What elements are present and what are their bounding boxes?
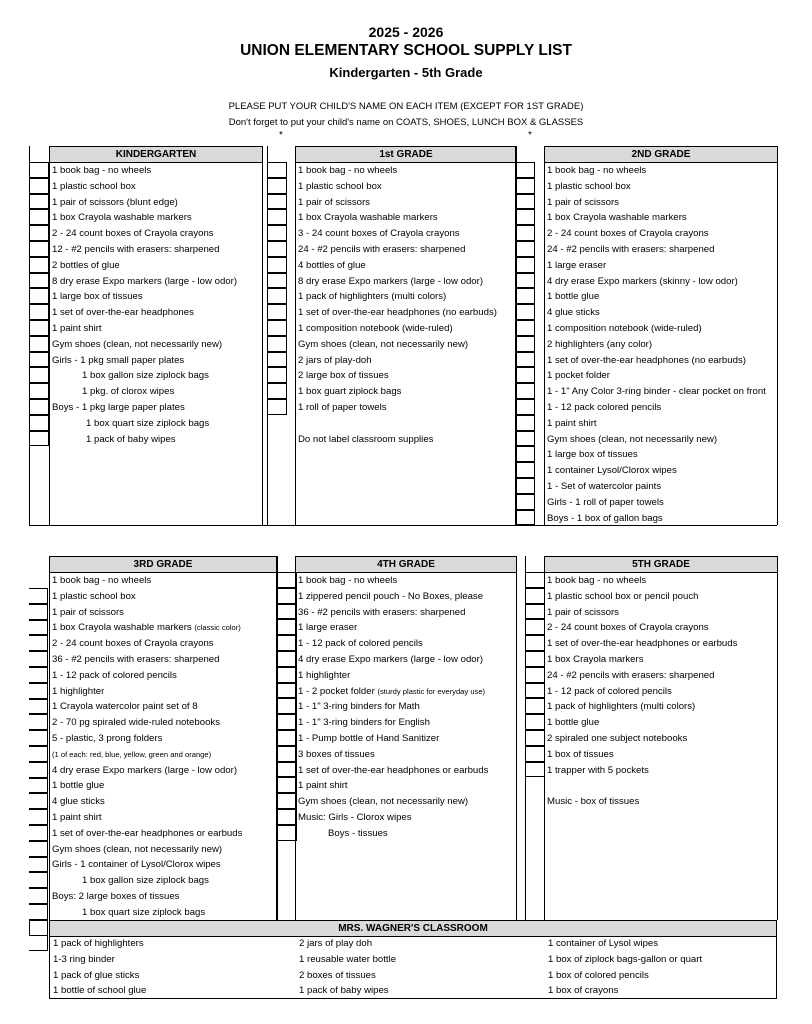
third-grade-title: 3RD GRADE	[50, 556, 276, 573]
list-item: 1 pack of baby wipes	[299, 985, 389, 997]
first-grade-footer: Do not label classroom supplies	[298, 433, 434, 445]
list-item: 1 box quart size ziplock bags	[86, 417, 210, 429]
checkbox[interactable]	[29, 683, 48, 699]
checkbox[interactable]	[30, 367, 49, 383]
checkbox[interactable]	[29, 920, 48, 936]
checkbox[interactable]	[29, 841, 48, 857]
list-item	[296, 684, 516, 700]
checkbox[interactable]	[30, 178, 49, 194]
wagner-col-1	[51, 936, 291, 999]
checkbox[interactable]	[516, 257, 535, 273]
list-item: 2 - 24 count boxes of Crayola crayons	[52, 228, 214, 240]
list-item: 1 box of crayons	[548, 985, 619, 997]
checkbox[interactable]	[268, 225, 287, 241]
checkbox[interactable]	[29, 778, 48, 794]
list-item: 1 box Crayola washable markers	[298, 212, 438, 224]
checkbox[interactable]	[268, 194, 287, 210]
list-item: Music: Girls - Clorox wipes	[298, 811, 412, 823]
checkbox[interactable]	[30, 273, 49, 289]
list-item: Girls - 1 roll of paper towels	[547, 496, 664, 508]
checkbox[interactable]	[268, 288, 287, 304]
list-item: 1 bottle glue	[547, 717, 600, 729]
list-item: Gym shoes (clean, not necessarily new)	[298, 338, 469, 350]
first-grade-title: 1st GRADE	[296, 146, 516, 163]
list-item: 1 - Set of watercolor paints	[547, 480, 662, 492]
list-item: 1 paint shirt	[547, 417, 597, 429]
list-item: 1 box Crayola washable markers	[52, 212, 192, 224]
checkbox[interactable]	[526, 572, 545, 588]
list-item: Gym shoes (clean, not necessarily new)	[547, 433, 718, 445]
list-item: 1 plastic school box	[298, 180, 382, 192]
list-item: Boys: 2 large boxes of tissues	[52, 890, 180, 902]
checkbox[interactable]	[268, 273, 287, 289]
list-item-text: 1 - 2 pocket folder	[298, 685, 375, 697]
list-item: 4 dry erase Expo markers (large - low odor)	[52, 764, 238, 776]
checkbox[interactable]	[29, 872, 48, 888]
list-item: 2 jars of play-doh	[298, 354, 372, 366]
checkbox[interactable]	[516, 462, 535, 478]
asterisk-right: *	[528, 130, 532, 141]
second-grade-title: 2ND GRADE	[545, 146, 777, 163]
list-item: 1 box gallon size ziplock bags	[82, 875, 209, 887]
list-item-note: (1 of each: red, blue, yellow, green and orange)	[52, 749, 212, 759]
list-item: 1 box guart ziplock bags	[298, 386, 402, 398]
list-item: 1 pair of scissors	[547, 196, 619, 208]
checkbox[interactable]	[526, 714, 545, 730]
list-item: 1 composition notebook (wide-ruled)	[298, 322, 453, 334]
second-grade-list	[544, 146, 778, 525]
checkbox[interactable]	[516, 494, 535, 510]
list-item-note: (sturdy plastic for everyday use)	[377, 686, 486, 696]
list-item: 1 large box of tissues	[52, 291, 143, 303]
list-item: 3 boxes of tissues	[298, 748, 375, 760]
checkbox[interactable]	[30, 162, 49, 178]
checkbox[interactable]	[268, 257, 287, 273]
checkbox[interactable]	[516, 178, 535, 194]
list-item: 2 - 70 pg spiraled wide-ruled notebooks	[52, 717, 220, 729]
kindergarten-title: KINDERGARTEN	[50, 146, 262, 163]
list-item: 5 - plastic, 3 prong folders	[52, 732, 163, 744]
list-item: 4 bottles of glue	[298, 259, 366, 271]
list-item: 1 pair of scissors	[547, 606, 619, 618]
list-item: 1 bottle glue	[52, 780, 105, 792]
list-item: 1 pair of scissors (blunt edge)	[52, 196, 178, 208]
list-item: 8 dry erase Expo markers (large - low odor)	[298, 275, 484, 287]
list-item: Boys - tissues	[328, 827, 388, 839]
third-grade-list	[49, 556, 277, 920]
checkbox[interactable]	[516, 162, 535, 178]
checkbox[interactable]	[29, 588, 48, 604]
list-item: 24 - #2 pencils with erasers: sharpened	[547, 669, 715, 681]
list-item: 1 - 1" Any Color 3-ring binder - clear pocket on front	[547, 386, 766, 398]
checkbox[interactable]	[29, 762, 48, 778]
checkbox[interactable]	[30, 399, 49, 415]
list-item: 2 - 24 count boxes of Crayola crayons	[52, 638, 214, 650]
checkbox[interactable]	[526, 730, 545, 746]
checkbox[interactable]	[516, 431, 535, 447]
checkbox[interactable]	[30, 194, 49, 210]
list-item: 8 dry erase Expo markers (large - low odor)	[52, 275, 238, 287]
checkbox[interactable]	[526, 762, 545, 778]
list-item: 1 book bag - no wheels	[547, 575, 647, 586]
list-item: 1 large eraser	[298, 622, 358, 634]
list-item: 24 - #2 pencils with erasers: sharpened	[298, 243, 466, 255]
list-item: 1 set of over-the-ear headphones	[52, 307, 194, 319]
list-item: 4 glue sticks	[52, 796, 105, 808]
list-item: 1 reusable water bottle	[299, 953, 397, 965]
list-item: 1 - 12 pack of colored pencils	[547, 685, 672, 697]
checkbox[interactable]	[516, 367, 535, 383]
grade-range: Kindergarten - 5th Grade	[329, 65, 483, 80]
checkbox[interactable]	[29, 620, 48, 636]
checkbox[interactable]	[526, 698, 545, 714]
list-item: 1 highlighter	[52, 685, 105, 697]
page-title: UNION ELEMENTARY SCHOOL SUPPLY LIST	[240, 42, 572, 59]
list-item: 1 large box of tissues	[547, 449, 638, 461]
checkbox[interactable]	[30, 241, 49, 257]
checkbox[interactable]	[516, 194, 535, 210]
list-item: 1 set of over-the-ear headphones (no earbuds)	[298, 307, 497, 319]
checkbox[interactable]	[516, 273, 535, 289]
list-item: 2 large box of tissues	[298, 370, 389, 382]
checkbox[interactable]	[516, 225, 535, 241]
list-item: 2 boxes of tissues	[299, 969, 376, 981]
kindergarten-list	[49, 146, 263, 525]
list-item: 2 bottles of glue	[52, 259, 120, 271]
checkbox[interactable]	[29, 793, 48, 809]
asterisk-left: *	[279, 130, 283, 141]
list-item: Gym shoes (clean, not necessarily new)	[298, 796, 469, 808]
list-item: 1 highlighter	[298, 669, 351, 681]
wagner-col-3	[546, 936, 776, 999]
list-item: 1 paint shirt	[52, 811, 102, 823]
checkbox[interactable]	[516, 383, 535, 399]
fourth-grade-list	[295, 556, 517, 920]
checkbox[interactable]	[30, 320, 49, 336]
list-item: 1 pack of highlighters (multi colors)	[547, 701, 696, 713]
list-item: 1 container Lysol/Clorox wipes	[547, 465, 677, 477]
checkbox[interactable]	[29, 888, 48, 904]
list-item	[50, 620, 276, 636]
wagner-title: MRS. WAGNER'S CLASSROOM	[49, 920, 777, 937]
list-item: Boys - 1 pkg large paper plates	[52, 401, 185, 413]
checkbox[interactable]	[268, 336, 287, 352]
fifth-grade-list	[544, 556, 778, 920]
checkbox[interactable]	[29, 714, 48, 730]
list-item: 2 jars of play doh	[299, 938, 373, 949]
year-heading: 2025 - 2026	[368, 24, 444, 40]
list-item: 1 pkg. of clorox wipes	[82, 386, 175, 398]
first-grade-checkboxes	[267, 146, 288, 525]
fifth-grade-title: 5TH GRADE	[545, 556, 777, 573]
list-item: 1 roll of paper towels	[298, 401, 387, 413]
list-item: 1 composition notebook (wide-ruled)	[547, 322, 702, 334]
list-item: 3 - 24 count boxes of Crayola crayons	[298, 228, 460, 240]
clothing-note: Don't forget to put your child's name on COATS, SHOES, LUNCH BOX & GLASSES	[228, 117, 584, 128]
list-item: 1 pack of glue sticks	[53, 969, 140, 981]
checkbox[interactable]	[30, 304, 49, 320]
checkbox[interactable]	[268, 320, 287, 336]
list-item: 1 box quart size ziplock bags	[82, 906, 206, 918]
kindergarten-checkboxes	[29, 146, 50, 525]
checkbox[interactable]	[268, 241, 287, 257]
checkbox[interactable]	[526, 604, 545, 620]
list-item: 1 set of over-the-ear headphones or earbuds	[547, 638, 738, 650]
checkbox[interactable]	[29, 825, 48, 841]
checkbox[interactable]	[516, 304, 535, 320]
checkbox[interactable]	[30, 415, 49, 431]
checkbox[interactable]	[526, 619, 545, 635]
checkbox[interactable]	[268, 178, 287, 194]
checkbox[interactable]	[516, 399, 535, 415]
checkbox[interactable]	[29, 635, 48, 651]
list-item: Music - box of tissues	[547, 796, 640, 808]
list-item: 1 set of over-the-ear headphones or earbuds	[298, 764, 489, 776]
checkbox[interactable]	[30, 383, 49, 399]
checkbox[interactable]	[268, 367, 287, 383]
list-item: 1 pair of scissors	[52, 606, 124, 618]
list-item: 1 plastic school box or pencil pouch	[547, 590, 699, 602]
list-item: 1 box of colored pencils	[548, 969, 649, 981]
list-item: 1 paint shirt	[52, 322, 102, 334]
checkbox[interactable]	[268, 352, 287, 368]
checkbox[interactable]	[526, 667, 545, 683]
checkbox[interactable]	[516, 336, 535, 352]
list-item: 36 - #2 pencils with erasers: sharpened	[298, 606, 466, 618]
list-item: 1 bottle of school glue	[53, 985, 147, 997]
list-item: 1 book bag - no wheels	[52, 575, 152, 586]
checkbox[interactable]	[29, 699, 48, 715]
list-item: 4 glue sticks	[547, 307, 600, 319]
checkbox[interactable]	[526, 651, 545, 667]
checkbox[interactable]	[526, 588, 545, 604]
list-item: 1 pack of highlighters	[53, 938, 144, 949]
third-grade-checkboxes	[29, 556, 49, 920]
bottom-section	[29, 556, 777, 920]
checkbox[interactable]	[30, 431, 49, 447]
checkbox[interactable]	[516, 446, 535, 462]
list-item: 1 box Crayola washable markers	[547, 212, 687, 224]
checkbox[interactable]	[516, 209, 535, 225]
wagner-col-2	[297, 936, 537, 999]
checkbox[interactable]	[516, 478, 535, 494]
checkbox[interactable]	[516, 415, 535, 431]
list-item: 1 book bag - no wheels	[298, 165, 398, 176]
list-item: 1 Crayola watercolor paint set of 8	[52, 701, 198, 713]
list-item: 4 dry erase Expo markers (skinny - low odor)	[547, 275, 738, 287]
list-item: 1 - 12 pack of colored pencils	[298, 638, 423, 650]
list-item: Boys - 1 box of gallon bags	[547, 512, 663, 524]
name-note: PLEASE PUT YOUR CHILD'S NAME ON EACH ITEM (EXCEPT FOR 1ST GRADE)	[228, 101, 584, 112]
first-grade-list	[295, 146, 517, 525]
checkbox[interactable]	[29, 904, 48, 920]
list-item: 2 - 24 count boxes of Crayola crayons	[547, 622, 709, 634]
list-item: 1 book bag - no wheels	[52, 165, 152, 176]
list-item: 1 pocket folder	[547, 370, 610, 382]
list-item: 12 - #2 pencils with erasers: sharpened	[52, 243, 220, 255]
list-item: 1 book bag - no wheels	[547, 165, 647, 176]
list-item: 1 - 1" 3-ring binders for English	[298, 717, 430, 729]
list-item: 1 box gallon size ziplock bags	[82, 370, 209, 382]
checkbox[interactable]	[268, 304, 287, 320]
checkbox[interactable]	[30, 209, 49, 225]
list-item: 1-3 ring binder	[53, 953, 115, 965]
checkbox[interactable]	[516, 320, 535, 336]
list-item: 1 box of tissues	[547, 748, 614, 760]
checkbox[interactable]	[30, 336, 49, 352]
list-item: 1 pack of highlighters (multi colors)	[298, 291, 447, 303]
checkbox[interactable]	[516, 288, 535, 304]
list-item: 1 - 12 pack colored pencils	[547, 401, 662, 413]
list-item-note: (classic color)	[194, 623, 241, 633]
list-item: 1 zippered pencil pouch - No Boxes, please	[298, 590, 484, 602]
list-item: 2 highlighters (any color)	[547, 338, 653, 350]
checkbox[interactable]	[526, 746, 545, 762]
list-item: 1 large eraser	[547, 259, 607, 271]
list-item: 1 box of ziplock bags-gallon or quart	[548, 953, 703, 965]
list-item: Girls - 1 pkg small paper plates	[52, 354, 185, 366]
checkbox[interactable]	[268, 209, 287, 225]
list-item: Girls - 1 container of Lysol/Clorox wipes	[52, 859, 221, 871]
checkbox[interactable]	[526, 635, 545, 651]
list-item: 1 pack of baby wipes	[86, 433, 176, 445]
checkbox[interactable]	[29, 667, 48, 683]
list-item: 1 plastic school box	[52, 180, 136, 192]
list-item: 1 book bag - no wheels	[298, 575, 398, 586]
second-grade-checkboxes	[515, 146, 536, 525]
list-item: 2 - 24 count boxes of Crayola crayons	[547, 228, 709, 240]
fifth-grade-checkboxes	[525, 556, 546, 920]
checkbox[interactable]	[516, 241, 535, 257]
list-item: 1 - 1" 3-ring binders for Math	[298, 701, 420, 713]
checkbox[interactable]	[268, 162, 287, 178]
list-item: 1 paint shirt	[298, 780, 348, 792]
list-item: 1 set of over-the-ear headphones (no earbuds)	[547, 354, 746, 366]
checkbox[interactable]	[29, 809, 48, 825]
list-item: 1 plastic school box	[52, 590, 136, 602]
checkbox[interactable]	[29, 857, 48, 873]
list-item: 1 set of over-the-ear headphones or earbuds	[52, 827, 243, 839]
fourth-grade-title: 4TH GRADE	[296, 556, 516, 573]
checkbox[interactable]	[30, 352, 49, 368]
checkbox[interactable]	[516, 352, 535, 368]
list-item: 1 - Pump bottle of Hand Sanitizer	[298, 732, 440, 744]
list-item: Gym shoes (clean, not necessarily new)	[52, 843, 223, 855]
top-section	[29, 146, 777, 526]
checkbox[interactable]	[268, 399, 287, 415]
list-item: 1 trapper with 5 pockets	[547, 764, 649, 776]
checkbox[interactable]	[29, 746, 48, 762]
checkbox[interactable]	[268, 383, 287, 399]
list-item: 1 - 12 pack of colored pencils	[52, 669, 177, 681]
checkbox[interactable]	[29, 651, 48, 667]
list-item-text: 1 box Crayola washable markers	[52, 622, 192, 634]
checkbox[interactable]	[30, 257, 49, 273]
list-item: 2 spiraled one subject notebooks	[547, 732, 688, 744]
list-item: 36 - #2 pencils with erasers: sharpened	[52, 653, 220, 665]
list-item: 1 plastic school box	[547, 180, 631, 192]
list-item: 1 box Crayola markers	[547, 653, 644, 665]
list-item: 1 pair of scissors	[298, 196, 370, 208]
list-item: 1 container of Lysol wipes	[548, 938, 659, 949]
checkbox[interactable]	[30, 288, 49, 304]
list-item: 4 dry erase Expo markers (large - low odor)	[298, 653, 484, 665]
checkbox[interactable]	[526, 683, 545, 699]
checkbox[interactable]	[29, 604, 48, 620]
checkbox[interactable]	[30, 225, 49, 241]
list-item: 24 - #2 pencils with erasers: sharpened	[547, 243, 715, 255]
checkbox[interactable]	[29, 730, 48, 746]
list-item: Gym shoes (clean, not necessarily new)	[52, 338, 223, 350]
list-item: 1 bottle glue	[547, 291, 600, 303]
checkbox[interactable]	[516, 510, 535, 526]
